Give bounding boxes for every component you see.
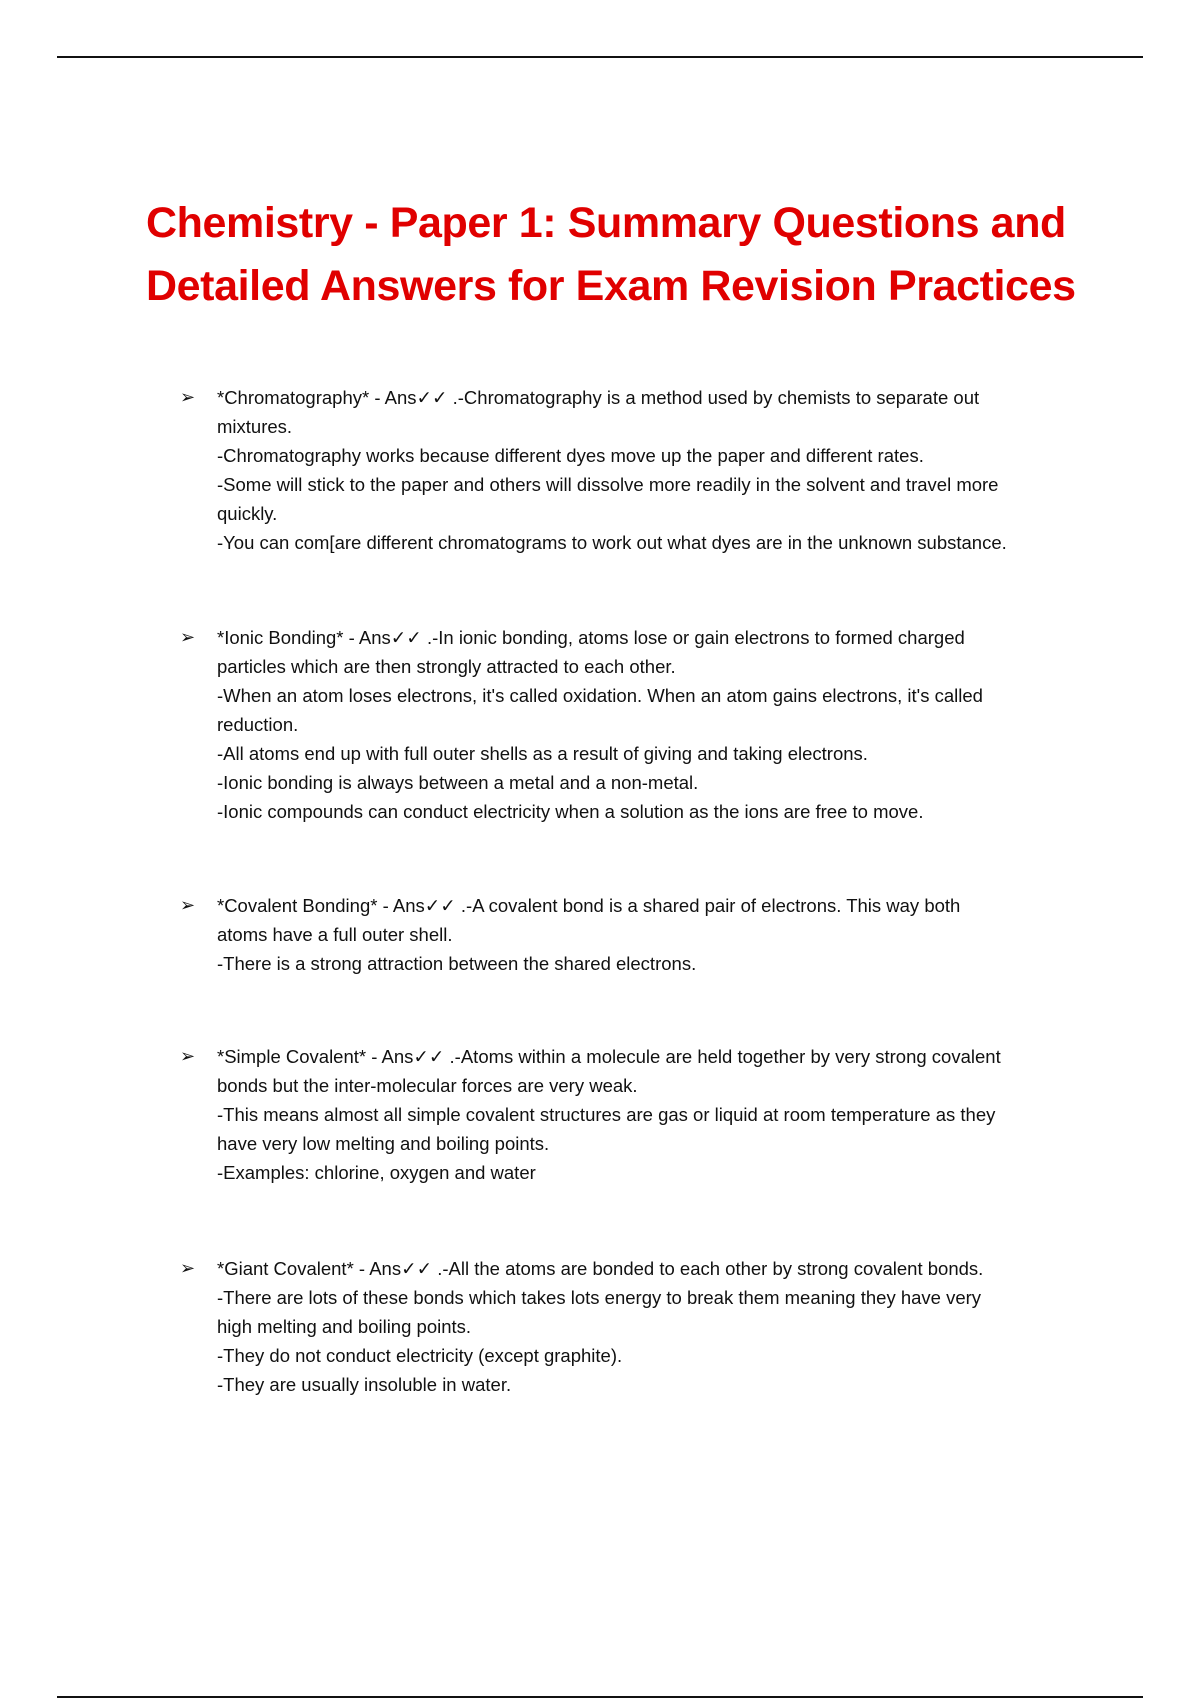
qa-line: high melting and boiling points. <box>217 1316 472 1337</box>
qa-line: quickly. <box>217 503 278 524</box>
arrow-bullet-icon: ➢ <box>180 387 196 407</box>
qa-line: bonds but the inter-molecular forces are very weak. <box>217 1075 638 1096</box>
qa-line: *Giant Covalent* - Ans✓✓ .-All the atoms are bonded to each other by strong covalent bonds. <box>217 1258 984 1279</box>
qa-line: -All atoms end up with full outer shells as a result of giving and taking electrons. <box>217 743 868 764</box>
qa-line: *Covalent Bonding* - Ans✓✓ .-A covalent bond is a shared pair of electrons. This way both <box>217 895 961 916</box>
title-line-1: Chemistry - Paper 1: Summary Questions and <box>146 199 1066 247</box>
qa-text <box>217 1042 1099 1187</box>
arrow-bullet-icon: ➢ <box>180 1258 196 1278</box>
arrow-bullet-icon: ➢ <box>180 1046 196 1066</box>
qa-line: -Chromatography works because different dyes move up the paper and different rates. <box>217 445 924 466</box>
qa-text <box>217 891 1099 978</box>
qa-line: *Chromatography* - Ans✓✓ .-Chromatography is a method used by chemists to separate out <box>217 387 980 408</box>
qa-line: -When an atom loses electrons, it's called oxidation. When an atom gains electrons, it's called <box>217 685 983 706</box>
qa-line: atoms have a full outer shell. <box>217 924 453 945</box>
qa-line: -There are lots of these bonds which takes lots energy to break them meaning they have very <box>217 1287 982 1308</box>
qa-text <box>217 623 1099 826</box>
qa-line: particles which are then strongly attracted to each other. <box>217 656 676 677</box>
qa-line: -This means almost all simple covalent structures are gas or liquid at room temperature as they <box>217 1104 996 1125</box>
arrow-bullet-icon: ➢ <box>180 895 196 915</box>
qa-text <box>217 383 1099 557</box>
qa-line: reduction. <box>217 714 299 735</box>
qa-line: -You can com[are different chromatograms to work out what dyes are in the unknown substance. <box>217 532 1007 553</box>
qa-line: -They are usually insoluble in water. <box>217 1374 512 1395</box>
qa-line: -Some will stick to the paper and others will dissolve more readily in the solvent and travel more <box>217 474 999 495</box>
qa-line: -They do not conduct electricity (except graphite). <box>217 1345 623 1366</box>
qa-line: -Examples: chlorine, oxygen and water <box>217 1162 536 1183</box>
qa-line: -Ionic bonding is always between a metal and a non-metal. <box>217 772 699 793</box>
qa-line: mixtures. <box>217 416 293 437</box>
arrow-bullet-icon: ➢ <box>180 627 196 647</box>
qa-line: *Simple Covalent* - Ans✓✓ .-Atoms within a molecule are held together by very strong covalent <box>217 1046 1001 1067</box>
footer-rule <box>57 1696 1143 1698</box>
title-line-2: Detailed Answers for Exam Revision Practices <box>146 262 1076 310</box>
qa-line: -There is a strong attraction between the shared electrons. <box>217 953 697 974</box>
qa-line: have very low melting and boiling points. <box>217 1133 550 1154</box>
qa-line: *Ionic Bonding* - Ans✓✓ .-In ionic bonding, atoms lose or gain electrons to formed charged <box>217 627 965 648</box>
qa-line: -Ionic compounds can conduct electricity when a solution as the ions are free to move. <box>217 801 924 822</box>
qa-text <box>217 1254 1099 1399</box>
